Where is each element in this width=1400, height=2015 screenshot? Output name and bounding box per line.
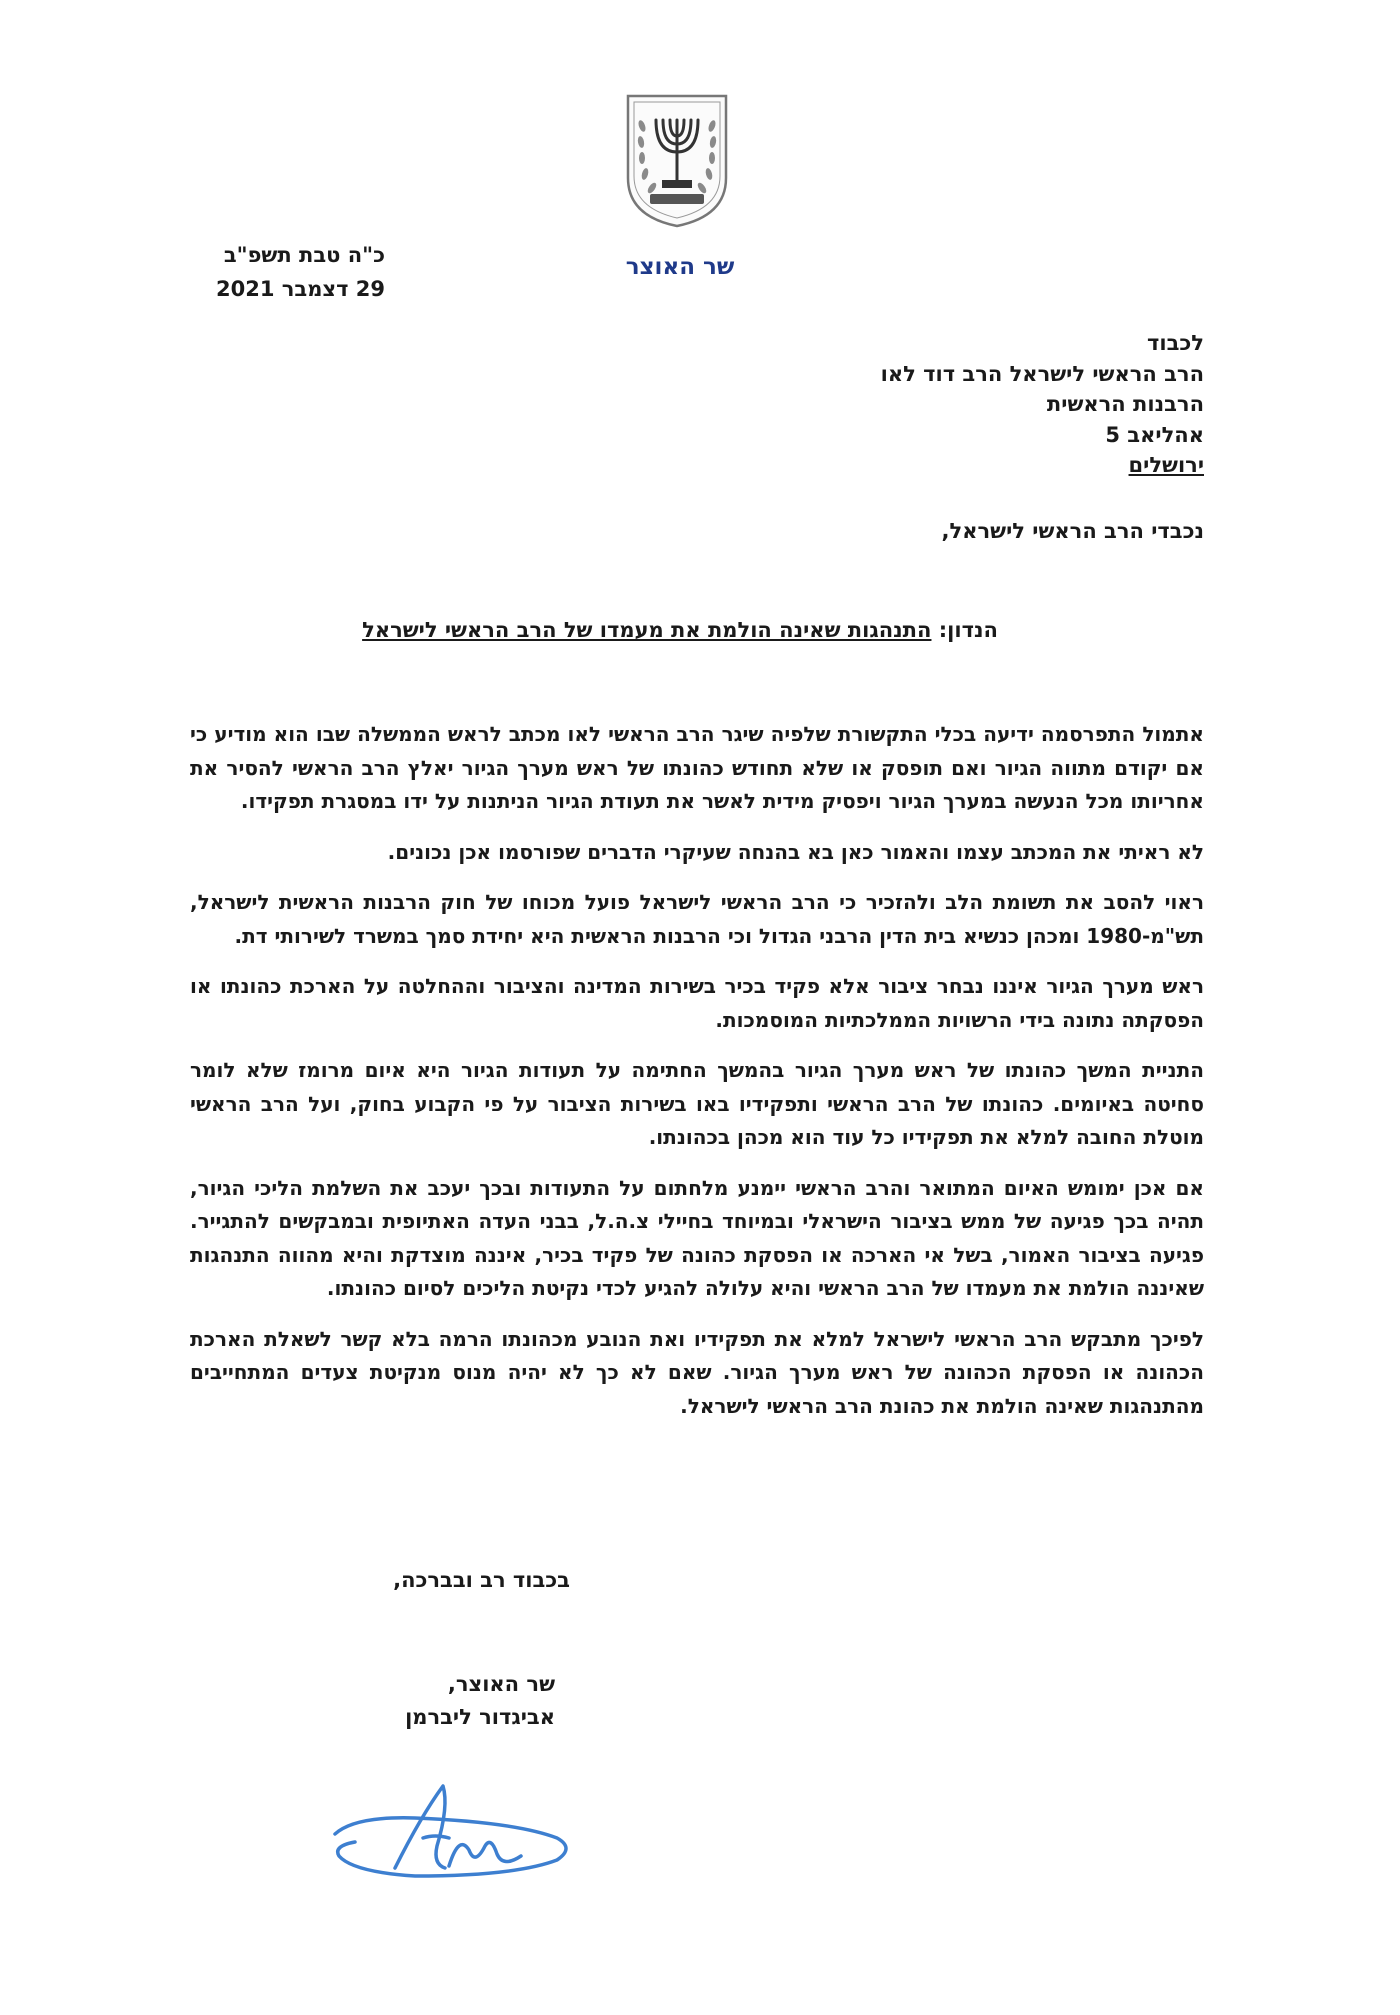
body-paragraph: ראש מערך הגיור איננו נבחר ציבור אלא פקיד בכיר בשירות המדינה והציבור וההחלטה על הארכת כהונתו או הפסקתה נתונה בידי הרשויות הממלכתיות המוסמכות. xyxy=(190,974,1204,1032)
menorah-emblem-icon xyxy=(622,90,732,230)
recipient-address xyxy=(684,328,1204,481)
gregorian-date: 29 דצמבר 2021 xyxy=(215,277,385,301)
body-paragraph: התניית המשך כהונתו של ראש מערך הגיור בהמשך החתימה על תעודות הגיור היא איום מרומז שלא לומר סחיטה באיומים. כהונתו של הרב הראשי ותפקידיו באו בשירות הציבור על פי הקבוע בחוק, ועל הרב הראשי מוטלת החובה למלא את תפקידיו כל עוד הוא מכהן בכהונתו. xyxy=(190,1058,1204,1149)
ministry-title: שר האוצר xyxy=(625,254,735,280)
body-paragraph: לא ראיתי את המכתב עצמו והאמור כאן בא בהנחה שעיקרי הדברים שפורסמו אכן נכונים. xyxy=(387,839,1204,864)
hebrew-date: כ"ה טבת תשפ"ב xyxy=(223,243,385,267)
date-block xyxy=(185,238,385,306)
body-paragraph: אם אכן ימומש האיום המתואר והרב הראשי יימנע מלחתום על התעודות ובכך יעכב את השלמת הליכי הגיור, תהיה בכך פגיעה של ממש בציבור הישראלי ובמיוחד בחיילי צ.ה.ל, בבני העדה האתיופית ובמבקשים להתגייר. פגיעה בציבור האמור, בשל אי הארכה או הפסקת כהונה של פקיד בכיר, איננה מוצדקת והיא מהווה התנהגות שאיננה הולמת את מעמדו של הרב הראשי והיא עלולה להגיע לכדי נקיטת הליכים לסיום כהונתו. xyxy=(190,1175,1204,1300)
salutation: נכבדי הרב הראשי לישראל, xyxy=(941,519,1204,543)
recipient-city: ירושלים xyxy=(1128,453,1204,477)
subject-label: הנדון: xyxy=(938,618,998,642)
recipient-line: לכבוד xyxy=(1147,331,1204,355)
body-paragraph: לפיכך מתבקש הרב הראשי לישראל למלא את תפקידיו ואת הנובע מכהונתו הרמה בלא קשר לשאלת הארכת הכהונה או הפסקת הכהונה של ראש מערך הגיור. שאם לא כך לא יהיה מנוס מנקיטת צעדים המתחייבים מהתנהגות שאינה הולמת את כהונת הרב הראשי לישראל. xyxy=(190,1326,1204,1418)
closing-line: בכבוד רב ובברכה, xyxy=(393,1568,570,1592)
signer-title: שר האוצר, xyxy=(447,1672,555,1696)
signer-name: אביגדור ליברמן xyxy=(405,1705,555,1729)
body-paragraph: ראוי להסב את תשומת הלב ולהזכיר כי הרב הראשי לישראל פועל מכוחו של חוק הרבנות הראשית לישראל, תש"מ-1980 ומכהן כנשיא בית הדין הרבני הגדול וכי הרבנות הראשית היא יחידת סמך במשרד לשירותי דת. xyxy=(190,890,1204,948)
recipient-line: הרב הראשי לישראל הרב דוד לאו xyxy=(880,361,1204,386)
recipient-line: אהליאב 5 xyxy=(1105,422,1204,447)
recipient-line: הרבנות הראשית xyxy=(1046,392,1204,416)
subject-line xyxy=(300,618,1060,642)
body-paragraph: אתמול התפרסמה ידיעה בכלי התקשורת שלפיה שיגר הרב הראשי לאו מכתב לראש הממשלה שבו הוא מודיע כי אם יקודם מתווה הגיור ואם תופסק או שלא תחודש כהונתו של ראש מערך הגיור יאלץ הרב הראשי להסיר את אחריותו מכל הנעשה במערך הגיור ויפסיק מידית לאשר את תעודת הגיור הניתנות על ידו במסגרת תפקידו. xyxy=(190,722,1204,813)
subject-topic: התנהגות שאינה הולמת את מעמדו של הרב הראשי לישראל xyxy=(362,618,932,642)
handwritten-signature xyxy=(325,1776,585,1896)
signoff xyxy=(300,1668,555,1734)
letter-body xyxy=(190,718,1204,1440)
